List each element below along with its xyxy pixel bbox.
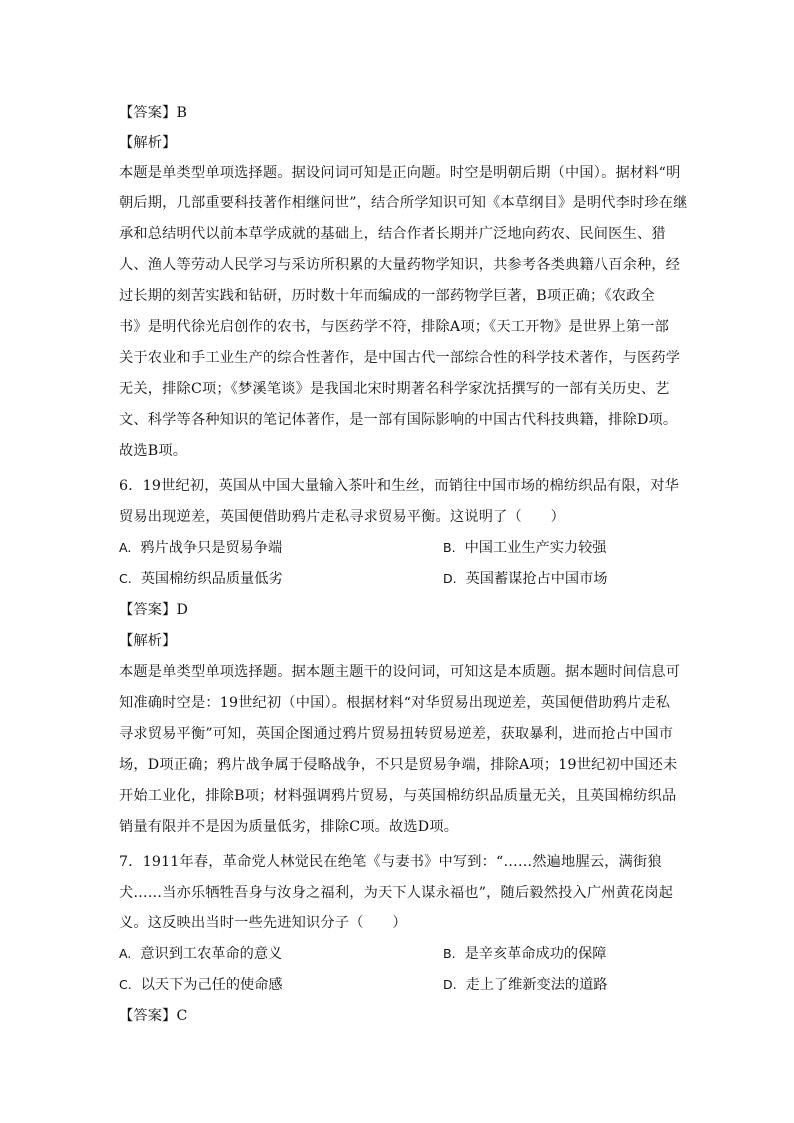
option-text: 英国棉纺织品质量低劣 (140, 571, 283, 587)
q5-analysis-line: 过长期的刻苦实践和钻研，历时数十年而编成的一部药物学巨著，B项正确；《农政全 (119, 288, 655, 304)
q6-analysis-line: 场，D项正确；鸦片战争属于侵略战争，不只是贸易争端，排除A项；19世纪初中国还未 (119, 757, 678, 773)
q6-answer: 【答案】D (119, 602, 189, 618)
q7-option-b (443, 944, 606, 964)
q6-analysis-line: 销量有限并不是因为质量低劣，排除C项。故选D项。 (119, 819, 459, 835)
q6-option-b (443, 538, 606, 558)
q7-answer: 【答案】C (119, 1008, 188, 1024)
q7-stem-line: 犬……当亦乐牺牲吾身与汝身之福利，为天下人谋永福也”，随后毅然投入广州黄花岗起 (119, 885, 674, 901)
q6-analysis-line: 本题是单类型单项选择题。据本题主题干的设问词，可知这是本质题。据本题时间信息可 (119, 664, 681, 680)
q6-stem-line: 贸易出现逆差，英国便借助鸦片走私寻求贸易平衡。这说明了（ ） (119, 509, 566, 525)
q5-analysis-line: 关于农业和手工业生产的综合性著作，是中国古代一部综合性的科学技术著作，与医药学 (119, 350, 681, 366)
q5-analysis-line: 无关，排除C项；《梦溪笔谈》是我国北宋时期著名科学家沈括撰写的一部有关历史、艺 (119, 381, 670, 397)
q6-option-d (443, 569, 608, 589)
option-text: 英国蓄谋抢占中国市场 (465, 571, 608, 587)
q6-option-c (119, 569, 283, 589)
option-text: 中国工业生产实力较强 (464, 540, 607, 556)
q5-analysis-label: 【解析】 (119, 135, 177, 151)
option-letter: D. (443, 977, 457, 992)
option-text: 是辛亥革命成功的保障 (464, 946, 607, 962)
q6-analysis-line: 开始工业化，排除B项；材料强调鸦片贸易，与英国棉纺织品质量无关，且英国棉纺织品 (119, 788, 677, 804)
q6-analysis-line: 寻求贸易平衡”可知，英国企图通过鸦片贸易扭转贸易逆差，获取暴利，进而抢占中国市 (119, 726, 674, 742)
option-letter: B. (443, 946, 456, 961)
q5-answer: 【答案】B (119, 105, 188, 121)
q6-option-a (119, 538, 282, 558)
q5-analysis-line: 故选B项。 (119, 443, 188, 459)
q5-analysis-line: 文、科学等各种知识的笔记体著作，是一部有国际影响的中国古代科技典籍，排除D项。 (119, 412, 678, 428)
q7-stem-line: 义。这反映出当时一些先进知识分子（ ） (119, 915, 407, 931)
q5-analysis-line: 书》是明代徐光启创作的农书，与医药学不符，排除A项；《天工开物》是世界上第一部 (119, 319, 670, 335)
q6-stem-line: 6．19世纪初，英国从中国大量输入茶叶和生丝，而销往中国市场的棉纺织品有限，对华 (119, 478, 680, 494)
option-letter: B. (443, 540, 456, 555)
q5-analysis-line: 朝后期，几部重要科技著作相继问世”，结合所学知识可知《本草纲目》是明代李时珍在继 (119, 195, 688, 211)
option-letter: A. (119, 946, 132, 961)
q7-option-a (119, 944, 282, 964)
q6-analysis-line: 知准确时空是：19世纪初（中国）。根据材料“对华贸易出现逆差，英国便借助鸦片走私 (119, 695, 671, 711)
option-letter: D. (443, 571, 457, 586)
q7-stem-line: 7．1911年春，革命党人林觉民在绝笔《与妻书》中写到：“……然遍地腥云，满街狼 (119, 854, 662, 870)
q5-analysis-line: 本题是单类型单项选择题。据设问词可知是正向题。时空是明朝后期（中国）。据材料“明 (119, 165, 681, 181)
option-letter: C. (119, 571, 132, 586)
option-text: 以天下为己任的使命感 (140, 977, 283, 993)
option-text: 鸦片战争只是贸易争端 (140, 540, 283, 556)
option-letter: C. (119, 977, 132, 992)
q6-analysis-label: 【解析】 (119, 633, 177, 649)
q7-option-d (443, 975, 608, 995)
option-text: 意识到工农革命的意义 (140, 946, 283, 962)
q5-analysis-line: 人、渔人等劳动人民学习与采访所积累的大量药物学知识，共参考各类典籍八百余种，经 (119, 257, 681, 273)
q7-option-c (119, 975, 283, 995)
option-text: 走上了维新变法的道路 (465, 977, 608, 993)
q5-analysis-line: 承和总结明代以前本草学成就的基础上，结合作者长期并广泛地向药农、民间医生、猎 (119, 226, 666, 242)
option-letter: A. (119, 540, 132, 555)
